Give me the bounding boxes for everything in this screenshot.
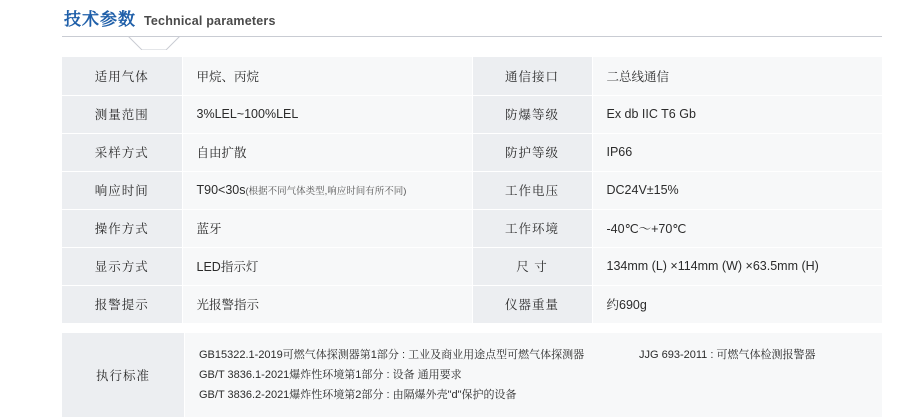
table-row	[62, 57, 882, 95]
spec-value-working-voltage: DC24V±15%	[592, 171, 882, 209]
spec-value-text: 自由扩散	[196, 146, 247, 160]
spec-value-applicable-gas	[182, 57, 472, 95]
spec-value-text: 蓝牙	[196, 222, 222, 236]
spec-value-note: (根据不同气体类型,响应时间有所不同)	[245, 186, 407, 197]
spec-label-measuring-range: 测量范围	[62, 95, 182, 133]
spec-value-explosion-proof-grade: Ex db IIC T6 Gb	[592, 95, 882, 133]
list-item	[199, 345, 882, 365]
spec-label-instrument-weight: 仪器重量	[472, 285, 592, 323]
spec-label-protection-grade: 防护等级	[472, 133, 592, 171]
spec-value-dimensions: 134mm (L) ×114mm (W) ×63.5mm (H)	[592, 247, 882, 285]
spec-label-display-method: 显示方式	[62, 247, 182, 285]
list-item	[199, 365, 882, 385]
table-row	[62, 333, 882, 417]
standards-label: 执行标准	[62, 333, 185, 417]
list-item	[199, 385, 882, 405]
spec-label-alarm-indication: 报警提示	[62, 285, 182, 323]
table-row	[62, 171, 882, 209]
spec-label-explosion-proof-grade: 防爆等级	[472, 95, 592, 133]
page-title-en: Technical parameters	[144, 14, 276, 28]
table-row	[62, 95, 882, 133]
table-row	[62, 209, 882, 247]
spec-label-working-voltage: 工作电压	[472, 171, 592, 209]
standards-values	[185, 333, 883, 417]
spec-value-operation-method	[182, 209, 472, 247]
spec-value-sampling-method	[182, 133, 472, 171]
section-header	[0, 0, 900, 46]
spec-value-text: 光报警指示	[196, 298, 260, 312]
spec-label-applicable-gas: 适用气体	[62, 57, 182, 95]
header-notch-icon	[128, 36, 180, 50]
spec-value-instrument-weight: 约690g	[592, 285, 882, 323]
spec-value-alarm-indication	[182, 285, 472, 323]
table-row	[62, 247, 882, 285]
table-row	[62, 285, 882, 323]
standard-text-side: JJG 693-2011 : 可燃气体检测报警器	[639, 349, 816, 361]
spec-label-operation-method: 操作方式	[62, 209, 182, 247]
spec-value-response-time	[182, 171, 472, 209]
spec-value-text: LED指示灯	[196, 260, 259, 274]
spec-value-text: 3%LEL~100%LEL	[196, 107, 299, 121]
table-row	[62, 133, 882, 171]
standard-text-main: GB/T 3836.1-2021爆炸性环境第1部分 : 设备 通用要求	[199, 369, 462, 381]
spec-label-communication-interface: 通信接口	[472, 57, 592, 95]
spec-value-display-method	[182, 247, 472, 285]
spec-label-sampling-method: 采样方式	[62, 133, 182, 171]
spec-value-measuring-range	[182, 95, 472, 133]
page-title	[64, 5, 276, 30]
spec-value-text: 甲烷、丙烷	[196, 69, 260, 84]
spec-label-dimensions: 尺 寸	[472, 247, 592, 285]
standards-table	[62, 333, 882, 417]
page-title-cn: 技术参数	[64, 10, 136, 29]
spec-value-communication-interface: 二总线通信	[592, 57, 882, 95]
standard-text-main: GB15322.1-2019可燃气体探测器第1部分 : 工业及商业用途点型可燃气体探测器	[199, 349, 585, 361]
spec-value-working-environment: -40℃～+70℃	[592, 209, 882, 247]
spec-value-text: T90<30s	[196, 183, 246, 197]
spec-table	[62, 57, 882, 324]
spec-value-protection-grade: IP66	[592, 133, 882, 171]
spec-label-response-time: 响应时间	[62, 171, 182, 209]
standard-text-main: GB/T 3836.2-2021爆炸性环境第2部分 : 由隔爆外壳"d"保护的设备	[199, 389, 517, 401]
header-divider-line	[62, 36, 882, 37]
spec-label-working-environment: 工作环境	[472, 209, 592, 247]
